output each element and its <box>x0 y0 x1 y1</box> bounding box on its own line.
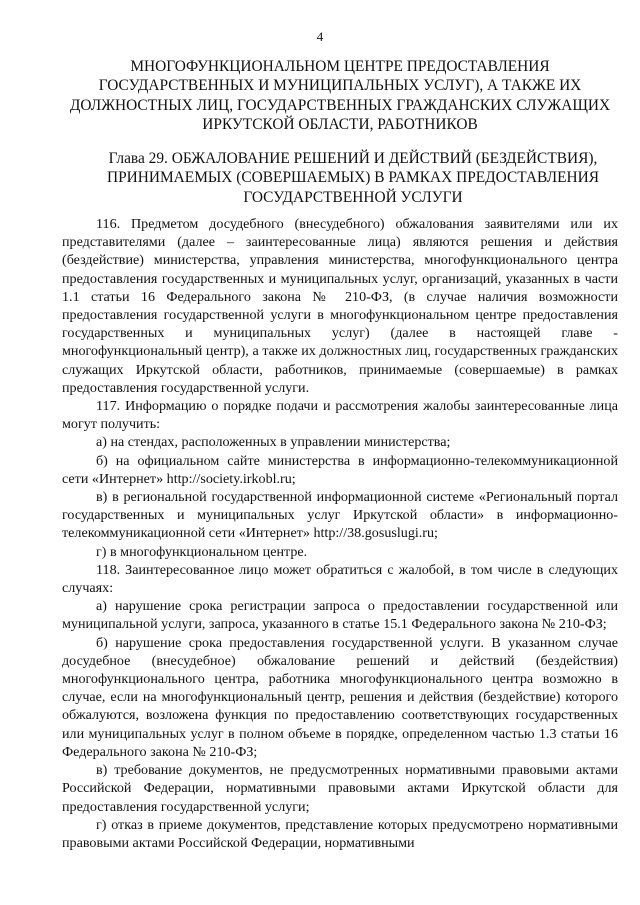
paragraph-117-g: г) в многофункциональном центре. <box>96 543 308 560</box>
chapter-title: Глава 29. ОБЖАЛОВАНИЕ РЕШЕНИЙ И ДЕЙСТВИЙ (БЕЗДЕЙСТВИЯ), ПРИНИМАЕМЫХ (СОВЕРШАЕМЫХ) В РАМКАХ ПРЕДОСТАВЛЕНИЯ ГОСУДАРСТВЕННОЙ УСЛУГИ <box>106 150 599 206</box>
page-number: 4 <box>316 29 324 44</box>
paragraph-118-v: в) требование документов, не предусмотренных нормативными правовыми актами Российской Федерации, нормативными правовыми актами Иркутской области для предоставления государственной услуги; <box>62 762 618 815</box>
document-body <box>62 215 618 852</box>
paragraph-118-g: г) отказ в приеме документов, представление которых предусмотрено нормативными правовыми актами Российской Федерации, нормативными <box>62 816 618 851</box>
paragraph-118-a: а) нарушение срока регистрации запроса о предоставлении государственной или муниципальной услуги, запроса, указанного в статье 15.1 Федерального закона № 210-ФЗ; <box>62 598 618 633</box>
paragraph-117-b: б) на официальном сайте министерства в информационно-телекоммуникационной сети «Интернет» http://society.irkobl.ru; <box>62 452 618 487</box>
paragraph-117-v: в) в региональной государственной информационной системе «Региональный портал государственных и муниципальных услуг Иркутской области» в информационно-телекоммуникационной сети «Интернет» http://38.gosuslugi.ru; <box>62 489 618 542</box>
section-title: МНОГОФУНКЦИОНАЛЬНОМ ЦЕНТРЕ ПРЕДОСТАВЛЕНИЯ ГОСУДАРСТВЕННЫХ И МУНИЦИПАЛЬНЫХ УСЛУГ), А ТАКЖЕ ИХ ДОЛЖНОСТНЫХ ЛИЦ, ГОСУДАРСТВЕННЫХ ГРАЖДАНСКИХ СЛУЖАЩИХ ИРКУТСКОЙ ОБЛАСТИ, РАБОТНИКОВ <box>69 58 611 133</box>
paragraph-118: 118. Заинтересованное лицо может обратиться с жалобой, в том числе в следующих случаях: <box>62 561 618 597</box>
paragraph-116: 116. Предметом досудебного (внесудебного) обжалования заявителями или их представителями (далее – заинтересованные лица) являются решения и действия (бездействие) министерства, управления министерства, многофункционального центра предоставления государственных и муниципальных услуг, организаций, указанных в части 1.1 статьи 16 Федерального закона № 210-ФЗ, (в случае наличия возможности предоставления государственной услуги в многофункциональном центре предоставления государственных и муниципальных услуг) (далее в настоящей главе - многофункциональный центр), а также их должностных лиц, государственных гражданских служащих Иркутской области, работников, принимаемые (совершаемые) в рамках предоставления государственной услуги. <box>62 216 618 396</box>
paragraph-117: 117. Информацию о порядке подачи и рассмотрения жалобы заинтересованные лица могут получить: <box>62 398 618 433</box>
paragraph-118-b: б) нарушение срока предоставления государственной услуги. В указанном случае досудебное (внесудебное) обжалование решений и действий (бездействия) многофункционального центра, работника многофункционального центра возможно в случае, если на многофункциональный центр, решения и действия (бездействие) которого обжалуются, возложена функция по предоставлению соответствующих государственных или муниципальных услуг в полном объеме в порядке, определенном частью 1.3 статьи 16 Федерального закона № 210-ФЗ; <box>62 634 618 760</box>
paragraph-117-a: а) на стендах, расположенных в управлении министерства; <box>96 434 451 451</box>
